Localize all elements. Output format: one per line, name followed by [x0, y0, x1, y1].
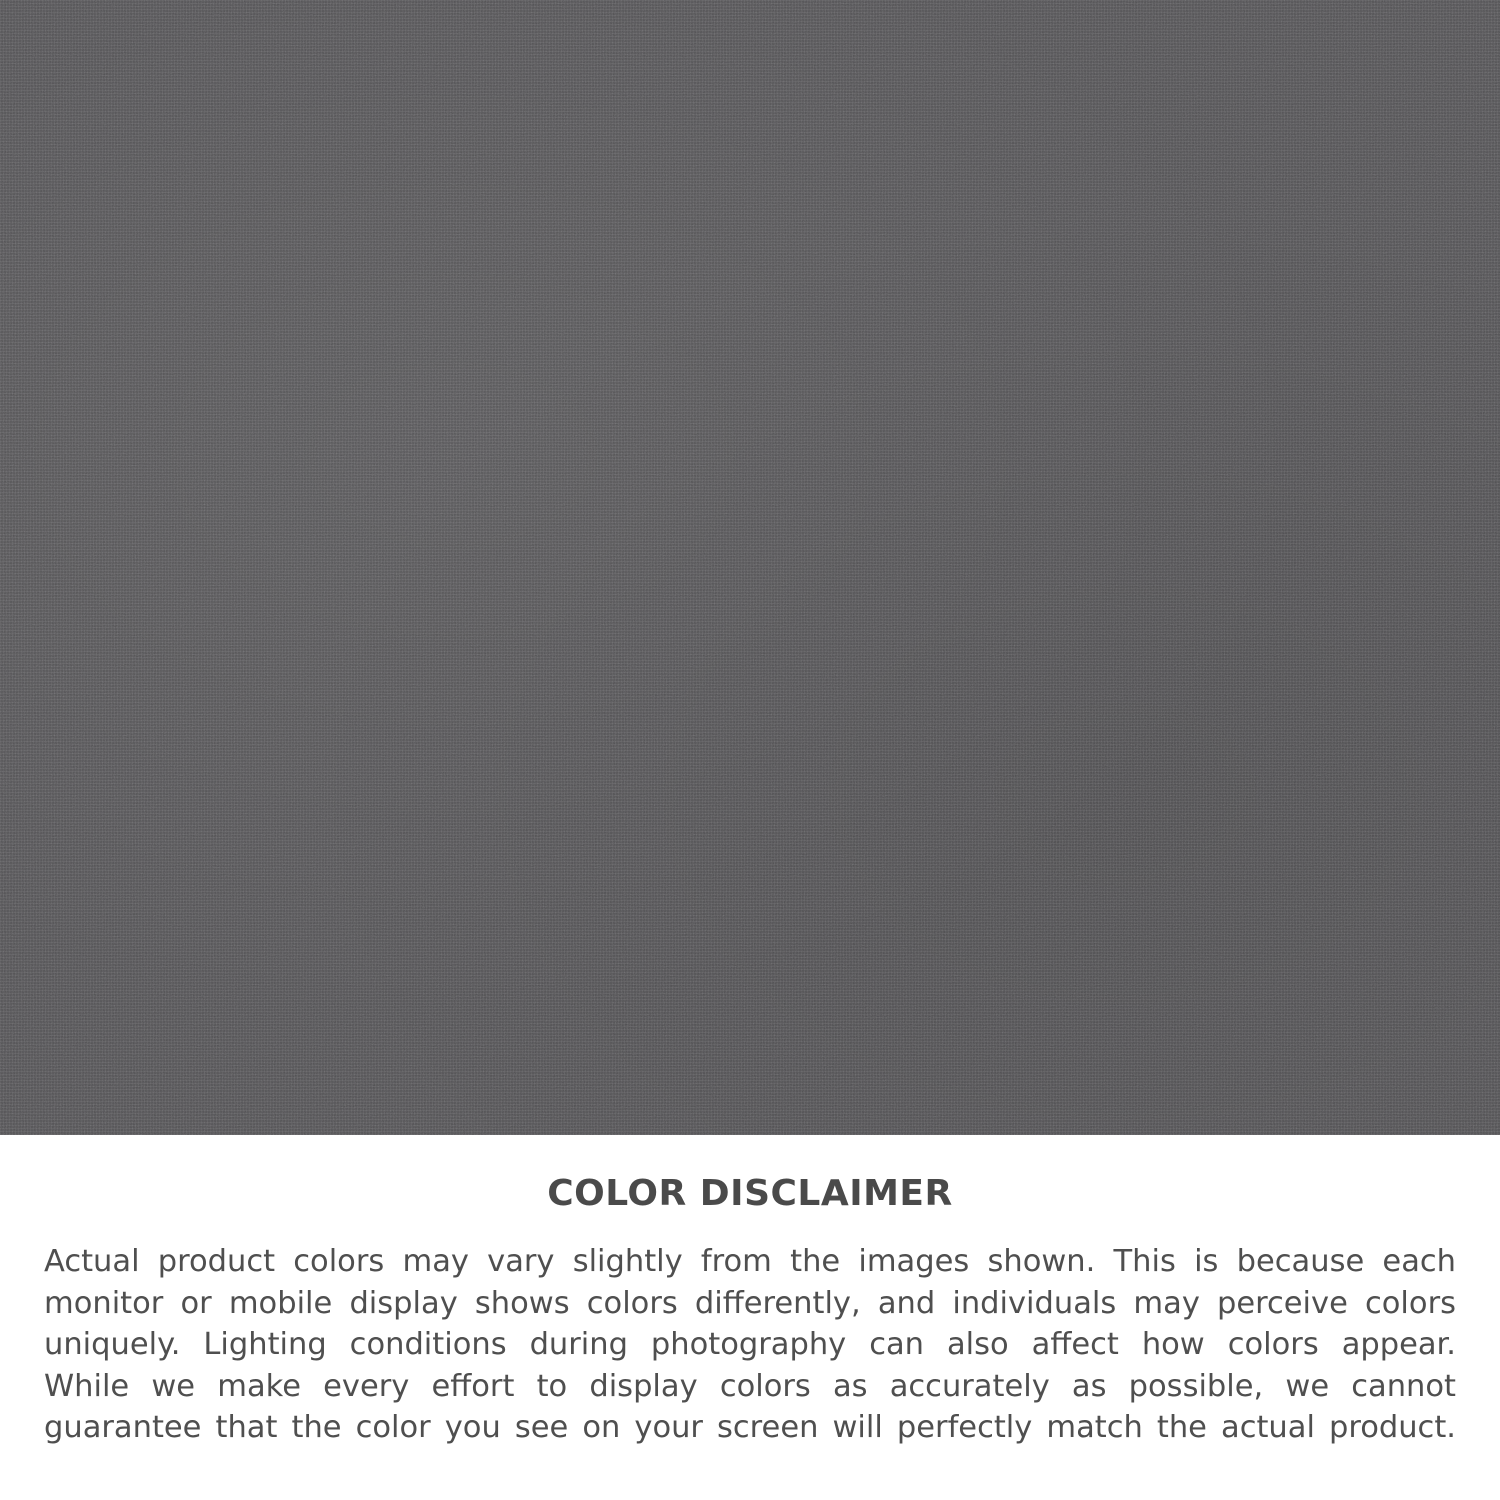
disclaimer-line: monitor or mobile display shows colors differently, and individuals may perceive colors [44, 1285, 1456, 1321]
disclaimer-line: uniquely. Lighting conditions during photography can also affect how colors appear. [44, 1327, 1456, 1362]
disclaimer-text [44, 1241, 1456, 1449]
disclaimer-line: guarantee that the color you see on your screen will perfectly match the actual product. [44, 1410, 1456, 1445]
disclaimer-line: Actual product colors may vary slightly from the images shown. This is because each [44, 1244, 1456, 1279]
disclaimer-line: While we make every effort to display colors as accurately as possible, we cannot [44, 1368, 1456, 1404]
color-disclaimer-panel [0, 1135, 1500, 1500]
disclaimer-title: COLOR DISCLAIMER [547, 1173, 953, 1214]
